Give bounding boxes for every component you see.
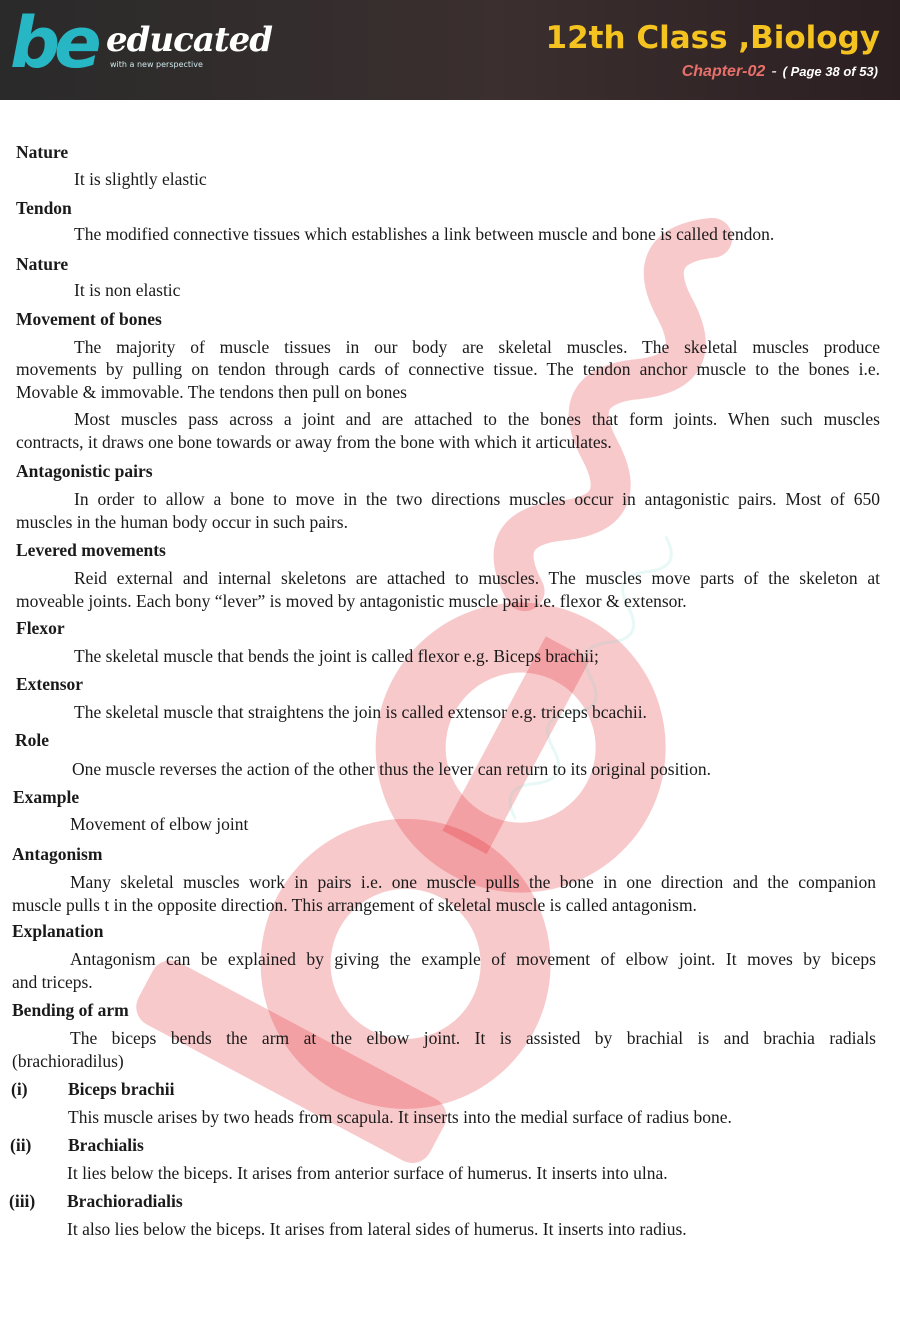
paragraph-line: Antagonism can be explained by giving the example of movement of elbow joint. It moves by biceps	[70, 949, 876, 969]
list-item-number: (iii)	[9, 1191, 36, 1211]
paragraph-line: moveable joints. Each bony “lever” is moved by antagonistic muscle pair i.e. flexor & extensor.	[16, 591, 687, 611]
document-title: 12th Class ,Biology	[545, 20, 880, 56]
logo-be-mark: be	[10, 2, 96, 84]
paragraph-line: Movable & immovable. The tendons then pull on bones	[16, 382, 407, 402]
heading-flexor: Flexor	[16, 618, 65, 638]
heading-nature-2: Nature	[16, 254, 69, 274]
heading-movement-of-bones: Movement of bones	[16, 309, 162, 329]
heading-antagonism: Antagonism	[12, 844, 103, 864]
paragraph-line: movements by pulling on tendon through cards of connective tissue. The tendon anchor muscle to the bones i.e.	[16, 359, 880, 379]
list-item-text: This muscle arises by two heads from scapula. It inserts into the medial surface of radius bone.	[68, 1107, 732, 1127]
text-example: Movement of elbow joint	[70, 814, 249, 834]
heading-role: Role	[15, 730, 50, 750]
paragraph-line: muscle pulls t in the opposite direction. This arrangement of skeletal muscle is called antagonism.	[12, 895, 697, 915]
paragraph-line: muscles in the human body occur in such pairs.	[16, 512, 348, 532]
text-nature-2: It is non elastic	[74, 280, 181, 300]
list-item-number: (i)	[11, 1079, 28, 1099]
list-item-title: Biceps brachii	[68, 1079, 175, 1099]
list-item-text: It lies below the biceps. It arises from anterior surface of humerus. It inserts into ulna.	[67, 1163, 668, 1183]
paragraph-line: and triceps.	[12, 972, 93, 992]
text-role: One muscle reverses the action of the other thus the lever can return to its original position.	[72, 759, 712, 779]
heading-antagonistic-pairs: Antagonistic pairs	[16, 461, 153, 481]
heading-levered-movements: Levered movements	[16, 540, 166, 560]
heading-extensor: Extensor	[16, 674, 84, 694]
paragraph-line: In order to allow a bone to move in the two directions muscles occur in antagonistic pairs. Most of 650	[74, 489, 880, 509]
heading-tendon: Tendon	[16, 198, 72, 218]
logo-tagline: with a new perspective	[110, 60, 203, 69]
text-extensor: The skeletal muscle that straightens the join is called extensor e.g. triceps bcachii.	[74, 702, 647, 722]
heading-example: Example	[13, 787, 80, 807]
heading-nature-1: Nature	[16, 142, 69, 162]
list-item-number: (ii)	[10, 1135, 32, 1155]
text-nature-1: It is slightly elastic	[74, 169, 207, 189]
list-item-text: It also lies below the biceps. It arises from lateral sides of humerus. It inserts into radius.	[67, 1219, 687, 1239]
paragraph-line: Many skeletal muscles work in pairs i.e. one muscle pulls the bone in one direction and the companion	[70, 872, 876, 892]
chapter-separator: -	[771, 63, 777, 80]
heading-bending-of-arm: Bending of arm	[12, 1000, 129, 1020]
list-item-title: Brachioradialis	[67, 1191, 183, 1211]
paragraph-line: The biceps bends the arm at the elbow joint. It is assisted by brachial is and brachia radials	[70, 1028, 876, 1048]
paragraph-line: Most muscles pass across a joint and are attached to the bones that form joints. When such muscles	[74, 409, 880, 429]
logo-wordmark: educated	[106, 20, 272, 60]
paragraph-line: The majority of muscle tissues in our body are skeletal muscles. The skeletal muscles produce	[74, 337, 880, 357]
paragraph-line: (brachioradilus)	[12, 1051, 124, 1071]
paragraph-line: Reid external and internal skeletons are attached to muscles. The muscles move parts of the skeleton at	[74, 568, 880, 588]
text-tendon: The modified connective tissues which establishes a link between muscle and bone is called tendon.	[74, 224, 775, 244]
paragraph-line: contracts, it draws one bone towards or away from the bone with which it articulates.	[16, 432, 612, 452]
list-item-title: Brachialis	[68, 1135, 144, 1155]
page-indicator: ( Page 38 of 53)	[782, 64, 878, 79]
text-flexor: The skeletal muscle that bends the joint is called flexor e.g. Biceps brachii;	[74, 646, 599, 666]
chapter-label: Chapter-02	[681, 63, 766, 80]
heading-explanation: Explanation	[12, 921, 104, 941]
